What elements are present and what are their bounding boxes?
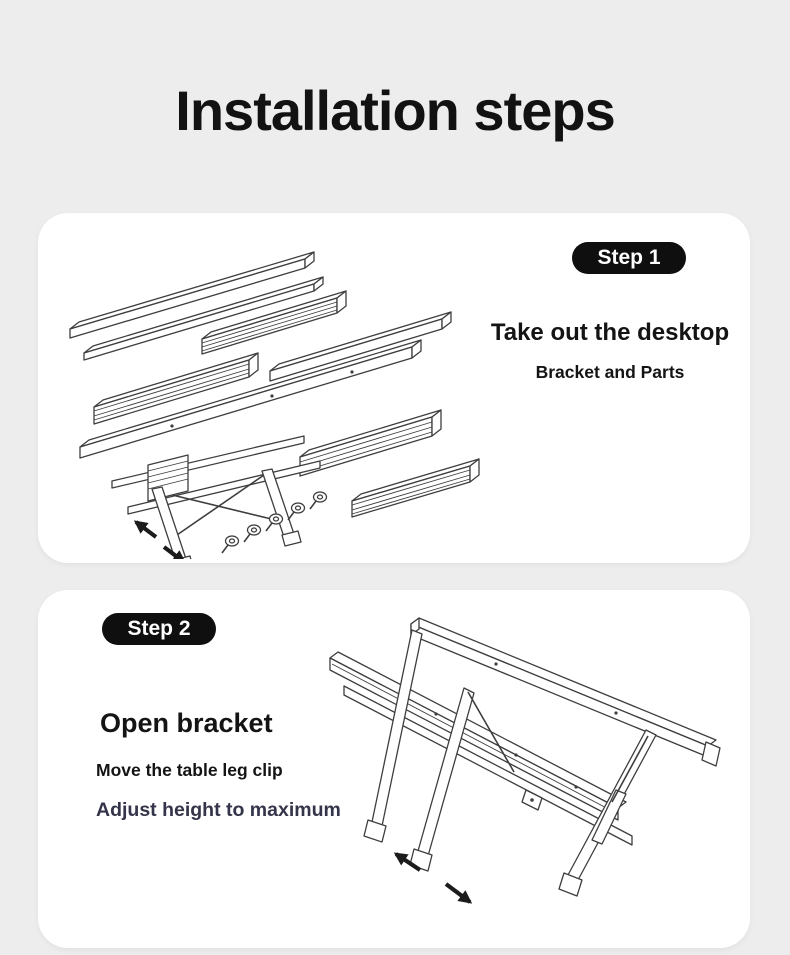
step-badge [102,613,216,645]
step1-text-block [476,319,744,383]
step-card-2 [38,590,750,948]
step-badge [572,242,686,274]
step2-open-bracket-diagram [316,594,760,942]
step-badge-label: Step 1 [597,246,661,269]
step1-exploded-parts-diagram [52,219,484,559]
bracket-frame [112,436,320,559]
step1-heading: Take out the desktop [490,319,730,346]
step-badge-label: Step 2 [127,617,191,640]
step2-instruction: Move the table leg clip [96,760,283,780]
step2-instruction: Adjust height to maximum [96,799,341,821]
step1-subheading: Bracket and Parts [535,362,685,382]
bracket-rails [330,618,720,845]
page-title: Installation steps [175,79,615,142]
direction-arrows-icon [396,854,470,902]
step2-heading: Open bracket [100,708,273,738]
step-card-1 [38,213,750,563]
